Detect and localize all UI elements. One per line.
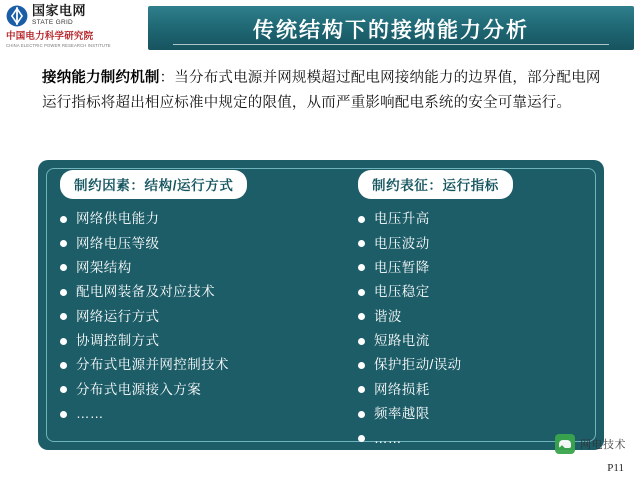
bullet-dot-icon (358, 289, 365, 296)
page-number: P11 (607, 462, 624, 474)
intro-paragraph (42, 66, 602, 116)
list-item (358, 329, 598, 353)
list-item-label: …… (374, 430, 402, 446)
list-item-label: …… (76, 406, 104, 422)
institute-name-cn: 中国电力科学研究院 (6, 31, 94, 42)
list-item (60, 353, 328, 377)
list-item (60, 207, 328, 231)
list-item-label: 电压稳定 (374, 284, 430, 300)
column-constraint-factors (60, 160, 328, 426)
list-item (358, 207, 598, 231)
institute-block (6, 31, 166, 49)
title-underline (173, 44, 609, 45)
state-grid-logo (6, 4, 166, 27)
list-item (60, 378, 328, 402)
slide-header (0, 0, 640, 58)
list-constraint-factors (60, 207, 328, 426)
list-item (358, 402, 598, 426)
bullet-dot-icon (60, 240, 67, 247)
list-item (358, 256, 598, 280)
bullet-dot-icon (60, 386, 67, 393)
institute-name-en: CHINA ELECTRIC POWER RESEARCH INSTITUTE (6, 43, 111, 48)
list-item-label: 谐波 (374, 308, 402, 324)
list-constraint-indicators (358, 207, 598, 451)
watermark (555, 434, 626, 454)
bullet-dot-icon (358, 216, 365, 223)
page-title: 传统结构下的接纳能力分析 (253, 18, 529, 42)
watermark-label: 网电技术 (580, 439, 626, 451)
list-item (358, 378, 598, 402)
list-item (358, 231, 598, 255)
bullet-dot-icon (60, 313, 67, 320)
list-item-label: 分布式电源接入方案 (76, 381, 202, 397)
brand-name-cn: 国家电网 (32, 3, 87, 18)
bullet-dot-icon (358, 362, 365, 369)
list-item (60, 231, 328, 255)
bullet-dot-icon (60, 264, 67, 271)
list-item (60, 305, 328, 329)
list-item (60, 402, 328, 426)
list-item-label: 网架结构 (76, 259, 132, 275)
column-left-heading: 制约因素：结构/运行方式 (60, 170, 247, 199)
title-banner (148, 6, 634, 50)
list-item-label: 频率越限 (374, 406, 430, 422)
brand-block (6, 4, 166, 56)
bullet-dot-icon (60, 362, 67, 369)
list-item-label: 电压波动 (374, 235, 430, 251)
column-constraint-indicators (358, 160, 598, 451)
list-item (60, 256, 328, 280)
brand-name-en: STATE GRID (32, 19, 74, 26)
list-item-label: 网络运行方式 (76, 308, 160, 324)
state-grid-logo-icon (6, 5, 28, 27)
bullet-dot-icon (358, 240, 365, 247)
list-item-label: 短路电流 (374, 333, 430, 349)
column-right-heading: 制约表征：运行指标 (358, 170, 513, 199)
intro-lead: 接纳能力制约机制 (42, 70, 160, 86)
list-item (60, 280, 328, 304)
content-panel (38, 160, 604, 450)
list-item-label: 网络供电能力 (76, 211, 160, 227)
list-item-label: 电压升高 (374, 211, 430, 227)
bullet-dot-icon (358, 264, 365, 271)
list-item (60, 329, 328, 353)
bullet-dot-icon (60, 289, 67, 296)
bullet-dot-icon (60, 338, 67, 345)
bullet-dot-icon (60, 411, 67, 418)
list-item (358, 280, 598, 304)
list-item-label: 配电网装备及对应技术 (76, 284, 215, 300)
bullet-dot-icon (358, 313, 365, 320)
bullet-dot-icon (358, 435, 365, 442)
bullet-dot-icon (358, 386, 365, 393)
list-item-label: 网络电压等级 (76, 235, 160, 251)
list-item-label: 保护拒动/误动 (374, 357, 462, 373)
list-item-label: 网络损耗 (374, 381, 430, 397)
list-item-label: 分布式电源并网控制技术 (76, 357, 229, 373)
bullet-dot-icon (60, 216, 67, 223)
list-item-label: 协调控制方式 (76, 333, 160, 349)
bullet-dot-icon (358, 411, 365, 418)
bullet-dot-icon (358, 338, 365, 345)
intro-body: ：当分布式电源并网规模超过配电网接纳能力的边界值，部分配电网运行指标将超出相应标准中规定的限值，从而严重影响配电系统的安全可靠运行。 (42, 70, 601, 111)
wechat-icon (555, 434, 575, 454)
list-item (358, 305, 598, 329)
list-item (358, 353, 598, 377)
list-item-label: 电压暂降 (374, 259, 430, 275)
